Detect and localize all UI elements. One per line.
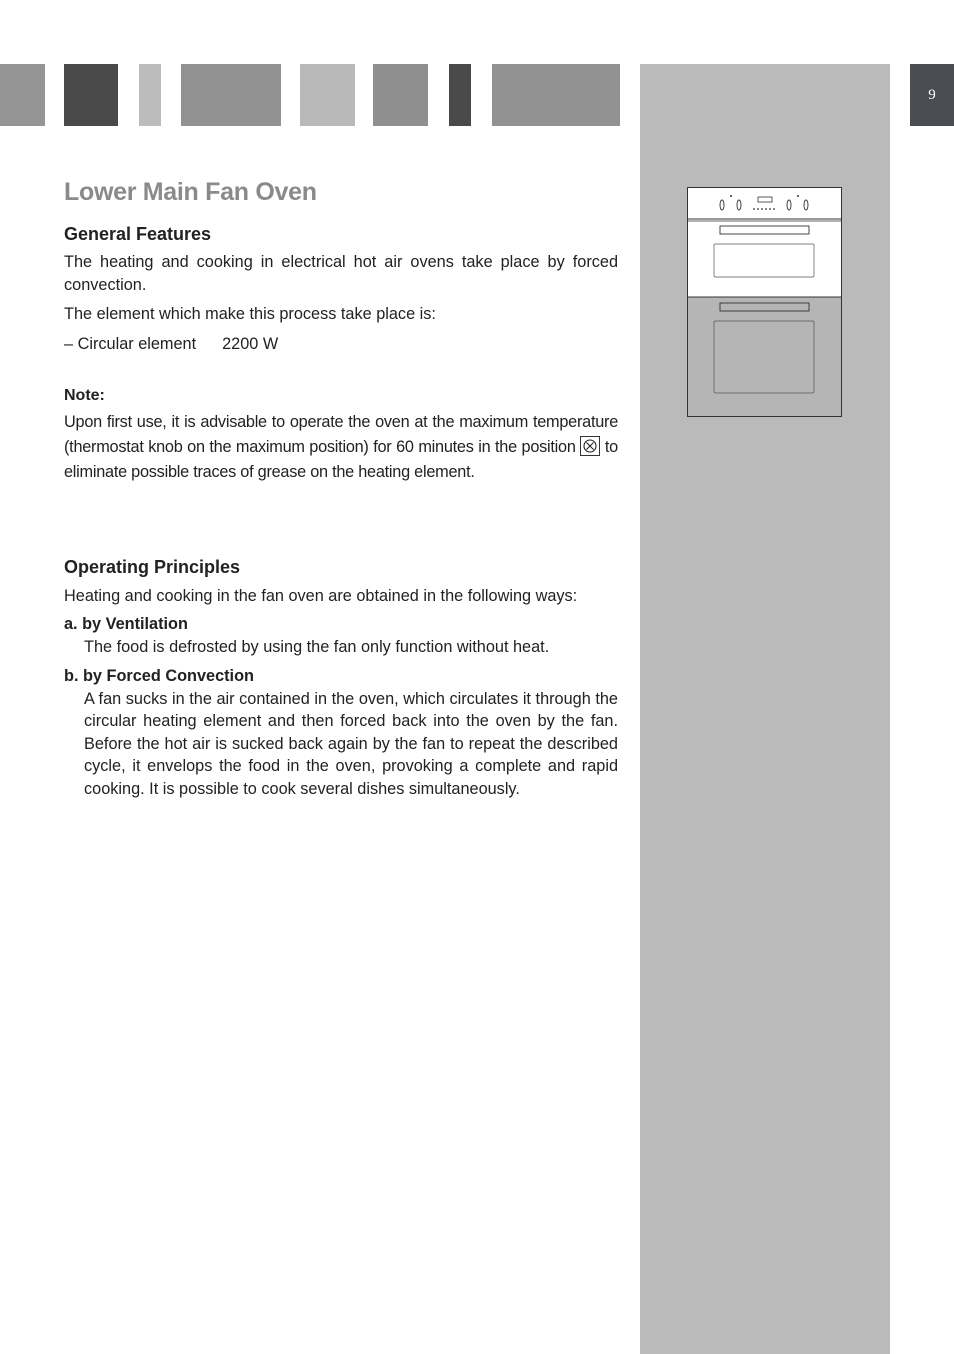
double-oven-illustration [687, 187, 842, 417]
upper-oven-handle [720, 226, 809, 234]
note-heading: Note: [64, 387, 105, 404]
method-b-text: A fan sucks in the air contained in the oven, which circulates it through the circular heating element and then forced back into the oven by the fan. Before the hot air is sucked back again by the fan to repeat the described cycle, it envelops the food in the oven, provoking a complete and rapid cooking. It is possible to cook several dishes simultaneously. [84, 689, 618, 798]
fan-oven-symbol-icon [580, 436, 600, 456]
method-a-text: The food is defrosted by using the fan only function without heat. [84, 637, 550, 656]
header-block [181, 64, 281, 126]
element-value: 2200 W [222, 334, 279, 353]
operating-principles-intro: Heating and cooking in the fan oven are obtained in the following ways: [64, 586, 578, 605]
section-heading-general-features: General Features [64, 224, 212, 244]
oven-drawing [688, 188, 841, 416]
lower-oven-highlight [688, 297, 841, 416]
element-label: – Circular element [64, 334, 197, 353]
control-knob-icon [737, 200, 741, 210]
header-block [300, 64, 355, 126]
header-block [64, 64, 118, 126]
header-block [492, 64, 620, 126]
page-title: Lower Main Fan Oven [64, 178, 317, 206]
control-knob-icon [720, 200, 724, 210]
page-number: 9 [910, 64, 954, 126]
header-block [449, 64, 471, 126]
main-content [64, 178, 618, 800]
method-a-label: a. by Ventilation [64, 615, 188, 633]
method-b-label: b. by Forced Convection [64, 667, 254, 685]
section-heading-operating-principles: Operating Principles [64, 556, 241, 577]
control-knob-icon [804, 200, 808, 210]
header-block [0, 64, 45, 126]
general-features-paragraph: The heating and cooking in electrical hot air ovens take place by forced convection. [64, 253, 618, 294]
upper-oven-window [714, 244, 814, 277]
general-features-paragraph: The element which make this process take place is: [64, 305, 436, 323]
element-spec-row [64, 333, 618, 356]
control-knob-icon [787, 200, 791, 210]
note-text: Upon first use, it is advisable to operate the oven at the maximum temperature (thermostat knob on the maximum position) for 60 minutes in the position to eliminate possible traces of grease on the heating element. [64, 412, 618, 481]
display-icon [758, 197, 772, 202]
header-block [373, 64, 428, 126]
header-block [139, 64, 161, 126]
